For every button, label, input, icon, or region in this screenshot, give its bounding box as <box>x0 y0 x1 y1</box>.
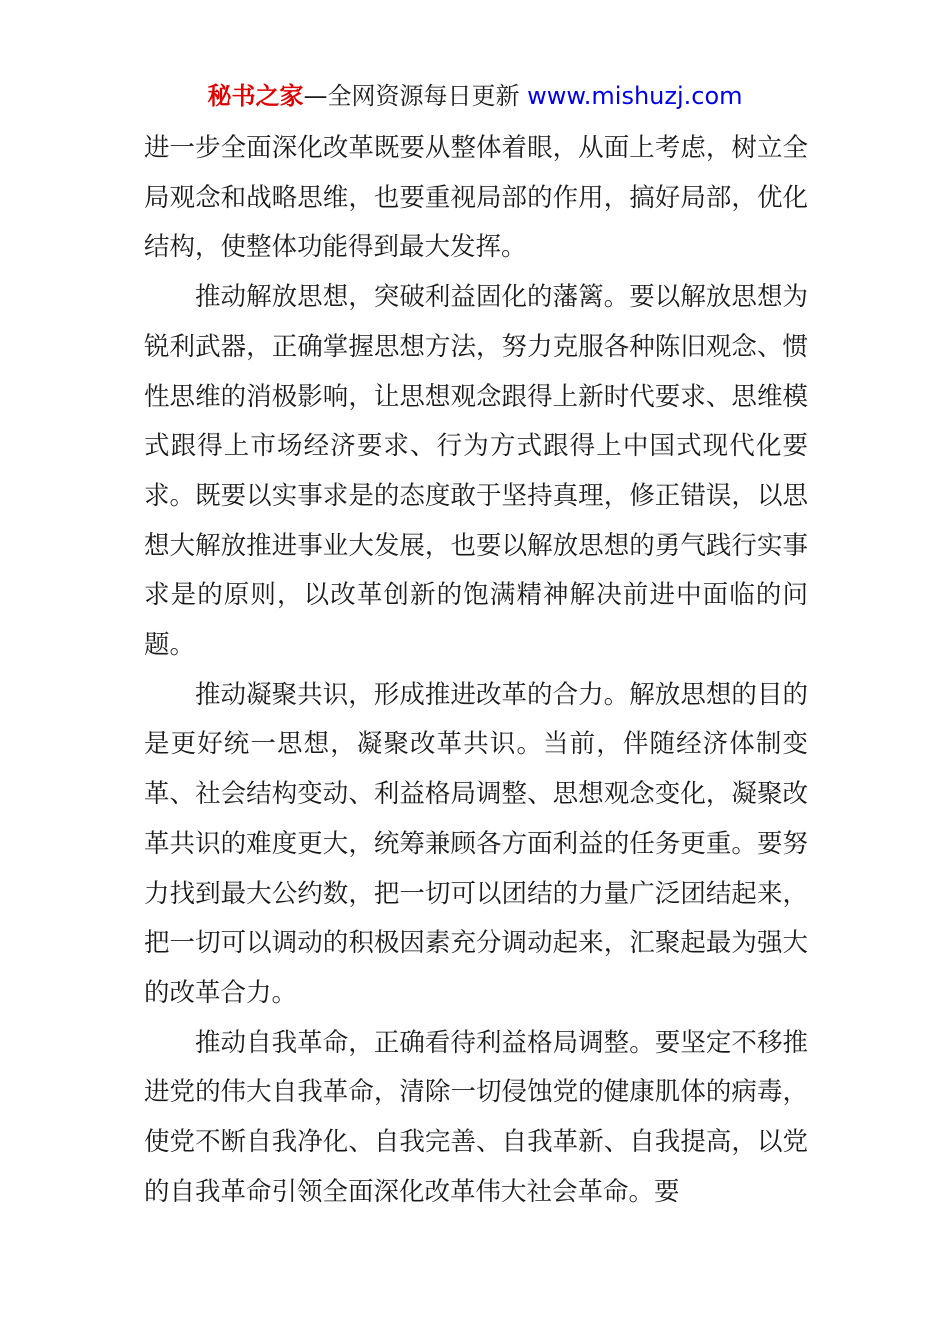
paragraph-continued: 进一步全面深化改革既要从整体着眼，从面上考虑，树立全局观念和战略思维，也要重视局部的作用，搞好局部，优化结构，使整体功能得到最大发挥。 <box>144 133 808 263</box>
header-tagline: —全网资源每日更新 <box>303 82 528 110</box>
page-header <box>0 80 950 112</box>
paragraph-emancipate-mind: 推动解放思想，突破利益固化的藩篱。要以解放思想为锐利武器，正确掌握思想方法，努力克服各种陈旧观念、惯性思维的消极影响，让思想观念跟得上新时代要求、思维模式跟得上市场经济要求、行为方式跟得上中国式现代化要求。既要以实事求是的态度敢于坚持真理，修正错误，以思想大解放推进事业大发展，也要以解放思想的勇气践行实事求是的原则，以改革创新的饱满精神解决前进中面临的问题。 <box>144 282 808 661</box>
paragraph-self-revolution: 推动自我革命，正确看待利益格局调整。要坚定不移推进党的伟大自我革命，清除一切侵蚀党的健康肌体的病毒，使党不断自我净化、自我完善、自我革新、自我提高，以党的自我革命引领全面深化改革伟大社会革命。要 <box>144 1027 808 1207</box>
document-body <box>144 124 808 1217</box>
brand-name: 秘书之家 <box>207 82 304 110</box>
site-url-link[interactable]: www.mishuzj.com <box>527 82 743 110</box>
paragraph-build-consensus: 推动凝聚共识，形成推进改革的合力。解放思想的目的是更好统一思想，凝聚改革共识。当前，伴随经济体制变革、社会结构变动、利益格局调整、思想观念变化，凝聚改革共识的难度更大，统筹兼顾各方面利益的任务更重。要努力找到最大公约数，把一切可以团结的力量广泛团结起来，把一切可以调动的积极因素充分调动起来，汇聚起最为强大的改革合力。 <box>144 679 808 1008</box>
